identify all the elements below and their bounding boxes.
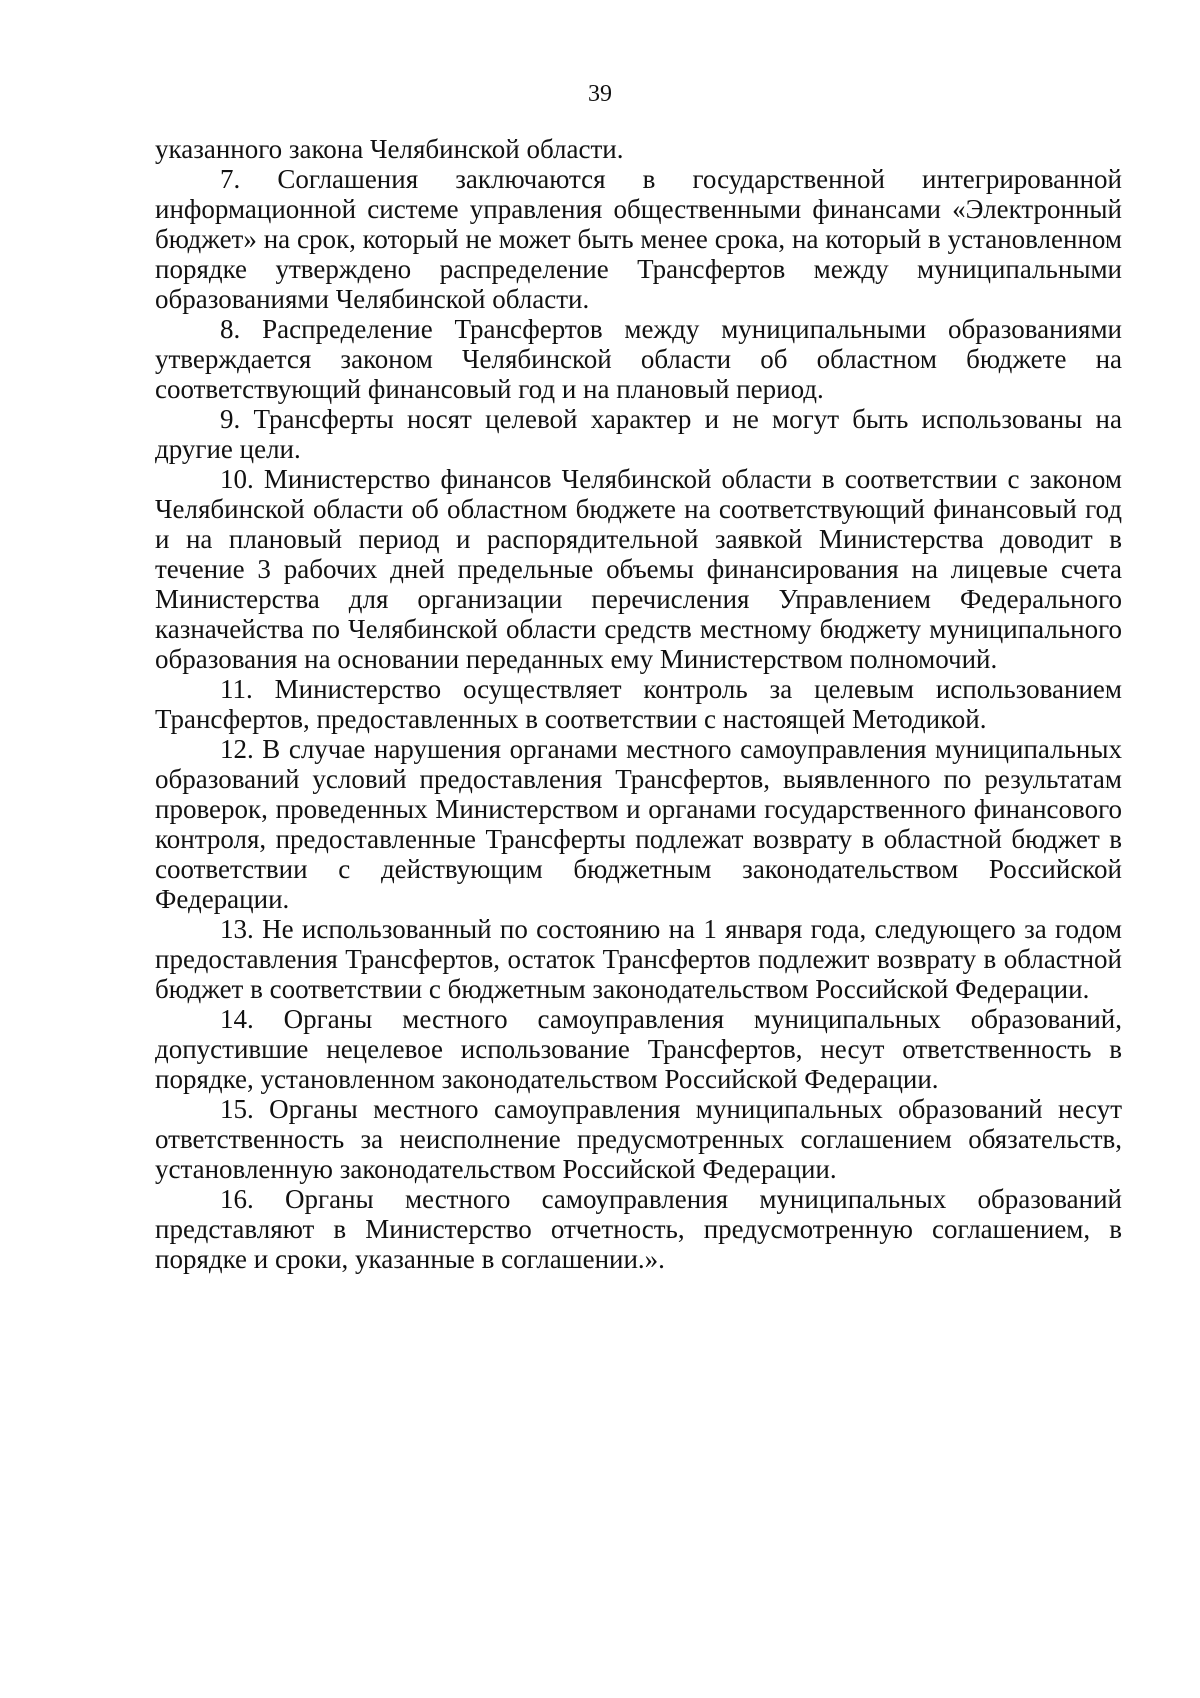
paragraph-item-7: 7. Соглашения заключаются в государственной интегрированной информационной системе управления общественными финансами «Электронный бюджет» на срок, который не может быть менее срока, на который в установленном порядке утверждено распределение Трансфертов между муниципальными образованиями Челябинской области. [155,164,1122,314]
paragraph-continuation: указанного закона Челябинской области. [155,134,624,164]
paragraph-item-12: 12. В случае нарушения органами местного самоуправления муниципальных образований условий предоставления Трансфертов, выявленного по результатам проверок, проведенных Министерством и органами государственного финансового контроля, предоставленные Трансферты подлежат возврату в областной бюджет в соответствии с действующим бюджетным законодательством Российской Федерации. [155,734,1122,914]
page-number: 39 [588,81,612,107]
paragraph-item-13: 13. Не использованный по состоянию на 1 января года, следующего за годом предоставления Трансфертов, остаток Трансфертов подлежит возврату в областной бюджет в соответствии с бюджетным законодательством Российской Федерации. [155,914,1122,1004]
document-body [155,134,1122,1274]
paragraph-item-11: 11. Министерство осуществляет контроль за целевым использованием Трансфертов, предоставленных в соответствии с настоящей Методикой. [155,674,1122,734]
paragraph-item-15: 15. Органы местного самоуправления муниципальных образований несут ответственность за неисполнение предусмотренных соглашением обязательств, установленную законодательством Российской Федерации. [155,1094,1122,1184]
paragraph-item-8: 8. Распределение Трансфертов между муниципальными образованиями утверждается законом Челябинской области об областном бюджете на соответствующий финансовый год и на плановый период. [155,314,1122,404]
paragraph-item-16: 16. Органы местного самоуправления муниципальных образований представляют в Министерство отчетность, предусмотренную соглашением, в порядке и сроки, указанные в соглашении.». [155,1184,1122,1274]
paragraph-item-10: 10. Министерство финансов Челябинской области в соответствии с законом Челябинской области об областном бюджете на соответствующий финансовый год и на плановый период и распорядительной заявкой Министерства доводит в течение 3 рабочих дней предельные объемы финансирования на лицевые счета Министерства для организации перечисления Управлением Федерального казначейства по Челябинской области средств местному бюджету муниципального образования на основании переданных ему Министерством полномочий. [155,464,1122,674]
paragraph-item-14: 14. Органы местного самоуправления муниципальных образований, допустившие нецелевое использование Трансфертов, несут ответственность в порядке, установленном законодательством Российской Федерации. [155,1004,1122,1094]
paragraph-item-9: 9. Трансферты носят целевой характер и не могут быть использованы на другие цели. [155,404,1122,464]
